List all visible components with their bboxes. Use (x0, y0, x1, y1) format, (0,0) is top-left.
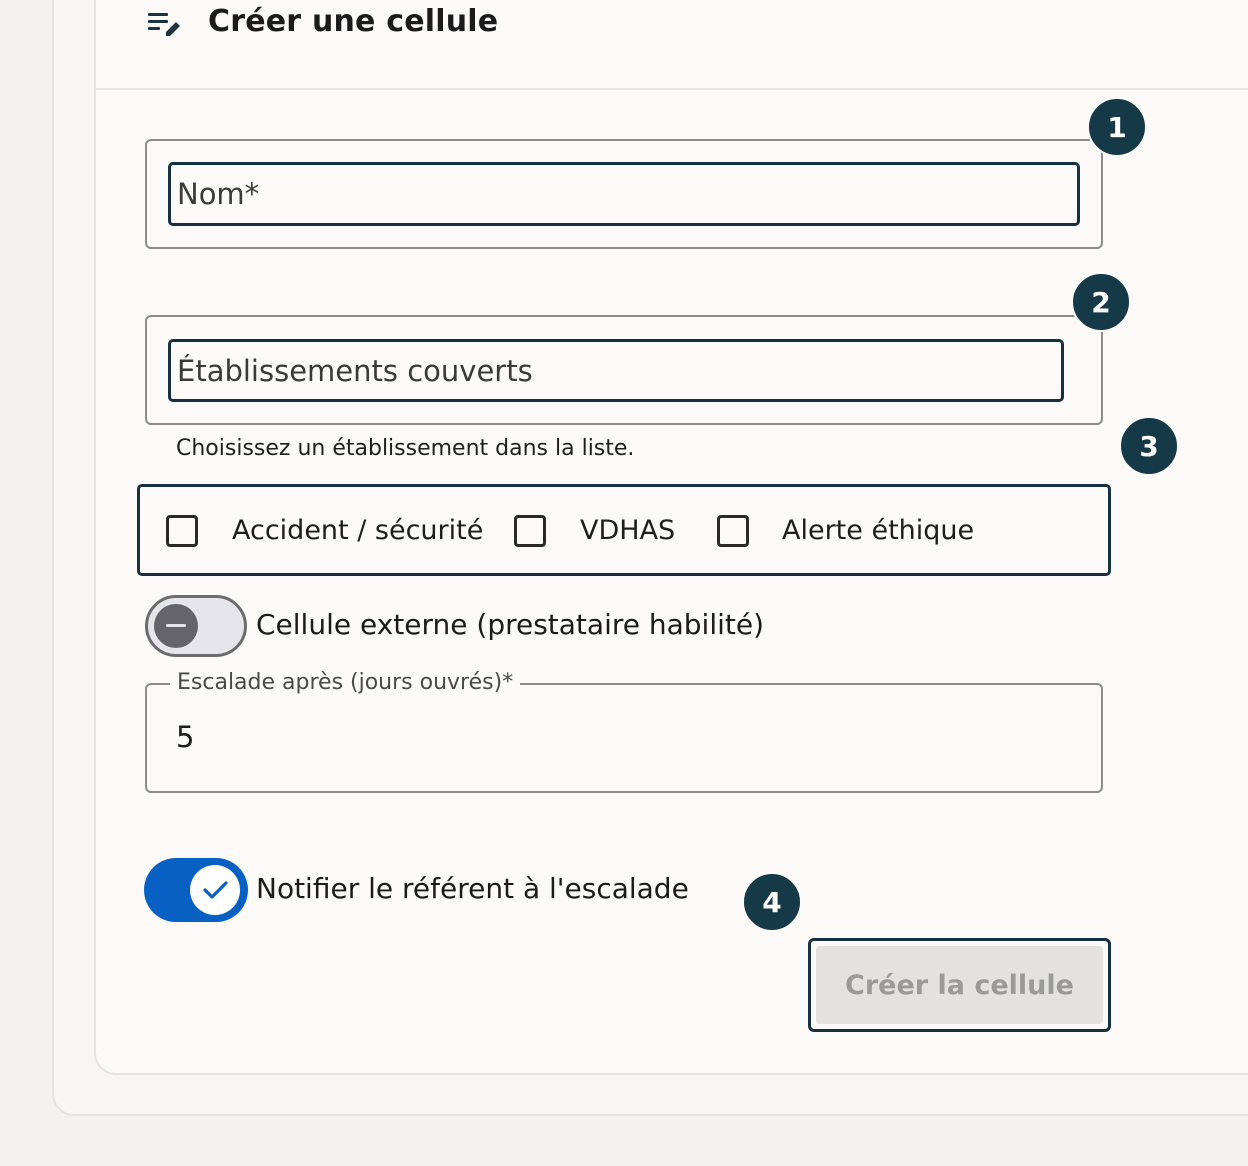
create-cell-button[interactable]: Créer la cellule (816, 946, 1103, 1024)
minus-icon (166, 624, 186, 627)
checkbox-vdhas[interactable] (514, 515, 546, 547)
external-cell-toggle[interactable] (145, 595, 247, 657)
escalation-input[interactable]: 5 (176, 720, 195, 754)
checkbox-label-vdhas[interactable]: VDHAS (580, 515, 676, 546)
checkbox-label-accident-securite[interactable]: Accident / sécurité (232, 515, 484, 546)
edit-list-icon (147, 10, 181, 38)
escalation-field-frame (145, 683, 1103, 793)
step-badge-3: 3 (1119, 416, 1179, 476)
escalation-field-label: Escalade après (jours ouvrés)* (170, 670, 520, 695)
page-title: Créer une cellule (208, 4, 499, 39)
notify-referent-toggle-label[interactable]: Notifier le référent à l'escalade (256, 872, 689, 905)
checkbox-accident-securite[interactable] (166, 515, 198, 547)
establishments-input[interactable] (168, 339, 1064, 402)
checkmark-icon (190, 865, 240, 915)
category-checkbox-group (137, 484, 1111, 576)
notify-referent-toggle[interactable] (144, 858, 248, 922)
toggle-off-knob (154, 604, 198, 648)
external-cell-toggle-label[interactable]: Cellule externe (prestataire habilité) (256, 608, 765, 641)
header-divider (96, 88, 1248, 90)
toggle-on-knob (190, 865, 240, 915)
checkbox-label-alerte-ethique[interactable]: Alerte éthique (782, 515, 975, 546)
step-badge-4: 4 (742, 872, 802, 932)
name-input[interactable] (168, 162, 1080, 226)
step-badge-1: 1 (1087, 97, 1147, 157)
checkbox-alerte-ethique[interactable] (717, 515, 749, 547)
step-badge-2: 2 (1071, 272, 1131, 332)
establishments-helper-text: Choisissez un établissement dans la liste. (176, 436, 635, 461)
